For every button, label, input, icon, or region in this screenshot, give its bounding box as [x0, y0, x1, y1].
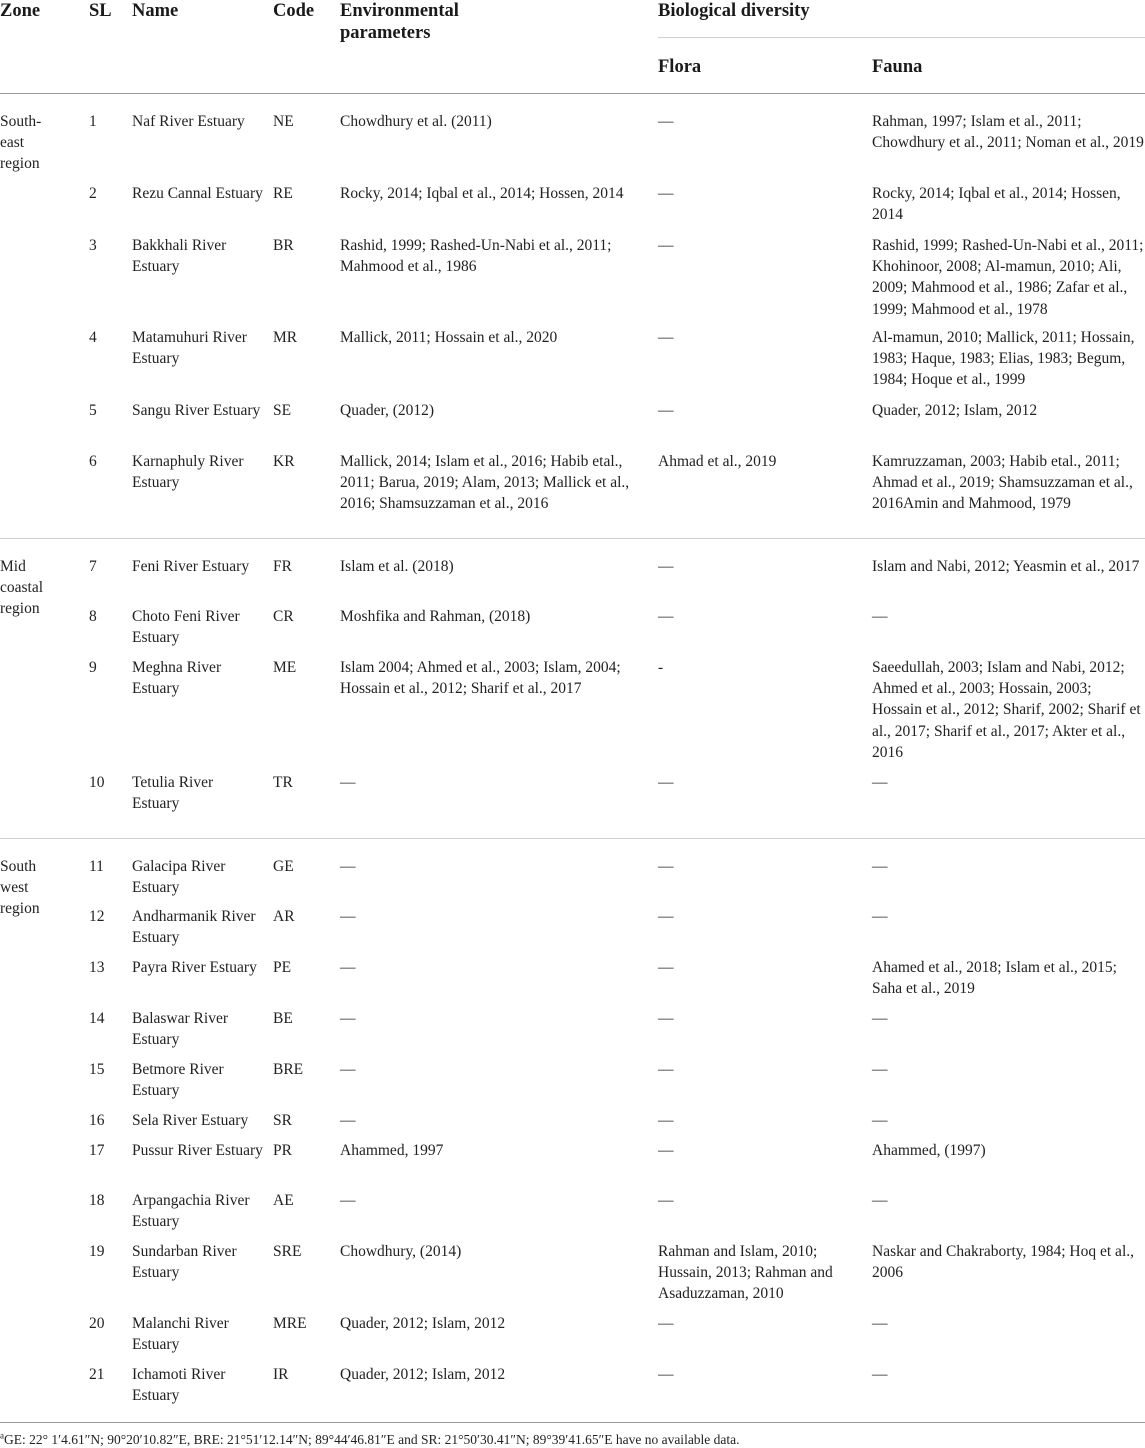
cell-environmental-parameters: Islam 2004; Ahmed et al., 2003; Islam, 2004; Hossain et al., 2012; Sharif et al., 2017 [340, 659, 621, 698]
cell-code: MRE [273, 1315, 307, 1332]
header-fauna: Fauna [872, 57, 923, 77]
cell-flora: — [658, 1010, 674, 1027]
cell-code: AE [273, 1192, 294, 1209]
cell-fauna: Saeedullah, 2003; Islam and Nabi, 2012; Ahmed et al., 2003; Hossain, 2003; Hossain et al., 2012; Sharif, 2002; Sharif et al., 2017; Sharif et al., 2017; Akter et al., 2016 [872, 659, 1141, 761]
cell-code: KR [273, 453, 295, 470]
cell-fauna: Al-mamun, 2010; Mallick, 2011; Hossain, 1983; Haque, 1983; Elias, 1983; Begum, 1984; Hoque et al., 1999 [872, 329, 1135, 389]
cell-name: Balaswar River Estuary [132, 1010, 228, 1049]
cell-flora: — [658, 1061, 674, 1078]
cell-name: Bakkhali River Estuary [132, 237, 227, 276]
cell-fauna: — [872, 908, 888, 925]
cell-name: Malanchi River Estuary [132, 1315, 229, 1354]
cell-name: Andharmanik River Estuary [132, 908, 256, 947]
cell-flora: — [658, 1366, 674, 1383]
header-code: Code [273, 1, 315, 21]
cell-sl: 18 [89, 1192, 105, 1209]
cell-sl: 11 [89, 858, 104, 875]
cell-environmental-parameters: Ahammed, 1997 [340, 1142, 444, 1159]
cell-fauna: Ahamed et al., 2018; Islam et al., 2015; Saha et al., 2019 [872, 959, 1117, 998]
cell-fauna: — [872, 1315, 888, 1332]
cell-flora: — [658, 402, 674, 419]
cell-environmental-parameters: Chowdhury, (2014) [340, 1243, 462, 1260]
header-subrule [658, 37, 1145, 38]
cell-name: Naf River Estuary [132, 113, 245, 130]
cell-name: Ichamoti River Estuary [132, 1366, 226, 1405]
cell-flora: Rahman and Islam, 2010; Hussain, 2013; Rahman and Asaduzzaman, 2010 [658, 1243, 833, 1303]
cell-name: Payra River Estuary [132, 959, 257, 976]
cell-name: Rezu Cannal Estuary [132, 185, 263, 202]
cell-environmental-parameters: — [340, 1192, 356, 1209]
cell-code: BR [273, 237, 294, 254]
cell-name: Arpangachia River Estuary [132, 1192, 250, 1231]
cell-flora: — [658, 113, 674, 130]
cell-flora: Ahmad et al., 2019 [658, 453, 777, 470]
header-bottom-rule [0, 93, 1145, 94]
cell-fauna: — [872, 1010, 888, 1027]
cell-flora: - [658, 659, 664, 676]
cell-fauna: — [872, 858, 888, 875]
cell-sl: 1 [89, 113, 97, 130]
cell-fauna: — [872, 1366, 888, 1383]
cell-sl: 16 [89, 1112, 105, 1129]
cell-flora: — [658, 1315, 674, 1332]
cell-name: Tetulia River Estuary [132, 774, 214, 813]
zone-separator [0, 538, 1145, 539]
cell-environmental-parameters: Islam et al. (2018) [340, 558, 454, 575]
footnote-text: GE: 22° 1′4.61″N; 90°20′10.82″E, BRE: 21°51′12.14″N; 89°44′46.81″E and SR: 21°50′30.41″N; 89°39′41.65″E have no available data. [4, 1432, 740, 1447]
cell-flora: — [658, 959, 674, 976]
cell-environmental-parameters: — [340, 774, 356, 791]
cell-sl: 2 [89, 185, 97, 202]
cell-code: PR [273, 1142, 292, 1159]
cell-flora: — [658, 237, 674, 254]
cell-sl: 7 [89, 558, 97, 575]
cell-sl: 20 [89, 1315, 105, 1332]
cell-name: Sangu River Estuary [132, 402, 261, 419]
cell-sl: 12 [89, 908, 105, 925]
cell-sl: 13 [89, 959, 105, 976]
cell-fauna: Quader, 2012; Islam, 2012 [872, 402, 1038, 419]
cell-name: Feni River Estuary [132, 558, 250, 575]
cell-flora: — [658, 774, 674, 791]
header-zone: Zone [0, 1, 41, 21]
cell-code: NE [273, 113, 294, 130]
cell-environmental-parameters: — [340, 1061, 356, 1078]
zone-label: Mid coastal region [0, 558, 44, 618]
zone-label: South-east region [0, 113, 42, 173]
cell-sl: 6 [89, 453, 97, 470]
zone-separator [0, 838, 1145, 839]
cell-sl: 14 [89, 1010, 105, 1027]
cell-environmental-parameters: — [340, 1112, 356, 1129]
cell-fauna: — [872, 608, 888, 625]
cell-environmental-parameters: — [340, 1010, 356, 1027]
cell-flora: — [658, 329, 674, 346]
cell-name: Choto Feni River Estuary [132, 608, 240, 647]
zone-label: South west region [0, 858, 40, 918]
table-bottom-rule [0, 1422, 1145, 1423]
cell-environmental-parameters: Rocky, 2014; Iqbal et al., 2014; Hossen, 2014 [340, 185, 624, 202]
cell-fauna: Rashid, 1999; Rashed-Un-Nabi et al., 2011; Khohinoor, 2008; Al-mamun, 2010; Ali, 2009; Mahmood et al., 1986; Zafar et al., 1999; Mahmood et al., 1978 [872, 237, 1144, 318]
cell-environmental-parameters: Mallick, 2014; Islam et al., 2016; Habib etal., 2011; Barua, 2019; Alam, 2013; Mallick et al., 2016; Shamsuzzaman et al., 2016 [340, 453, 630, 513]
cell-flora: — [658, 1112, 674, 1129]
cell-sl: 10 [89, 774, 105, 791]
cell-name: Pussur River Estuary [132, 1142, 263, 1159]
cell-environmental-parameters: Mallick, 2011; Hossain et al., 2020 [340, 329, 558, 346]
cell-code: SRE [273, 1243, 302, 1260]
cell-fauna: Islam and Nabi, 2012; Yeasmin et al., 2017 [872, 558, 1140, 575]
cell-environmental-parameters: — [340, 908, 356, 925]
cell-name: Matamuhuri River Estuary [132, 329, 247, 368]
header-environmental-parameters: Environmental parameters [340, 1, 459, 43]
cell-code: FR [273, 558, 292, 575]
cell-sl: 4 [89, 329, 97, 346]
cell-fauna: — [872, 1112, 888, 1129]
cell-fauna: Rocky, 2014; Iqbal et al., 2014; Hossen, 2014 [872, 185, 1121, 224]
cell-environmental-parameters: Quader, 2012; Islam, 2012 [340, 1315, 506, 1332]
cell-name: Betmore River Estuary [132, 1061, 224, 1100]
cell-name: Sela River Estuary [132, 1112, 249, 1129]
cell-code: RE [273, 185, 293, 202]
header-sl: SL [89, 1, 112, 21]
cell-code: SR [273, 1112, 292, 1129]
cell-code: TR [273, 774, 293, 791]
header-biological-diversity: Biological diversity [658, 1, 810, 21]
cell-flora: — [658, 1142, 674, 1159]
cell-code: SE [273, 402, 292, 419]
cell-name: Sundarban River Estuary [132, 1243, 237, 1282]
cell-sl: 5 [89, 402, 97, 419]
cell-environmental-parameters: — [340, 858, 356, 875]
cell-name: Meghna River Estuary [132, 659, 222, 698]
cell-sl: 9 [89, 659, 97, 676]
cell-sl: 19 [89, 1243, 105, 1260]
cell-name: Karnaphuly River Estuary [132, 453, 244, 492]
cell-flora: — [658, 558, 674, 575]
cell-fauna: Naskar and Chakraborty, 1984; Hoq et al., 2006 [872, 1243, 1134, 1282]
cell-environmental-parameters: Quader, (2012) [340, 402, 435, 419]
cell-environmental-parameters: Chowdhury et al. (2011) [340, 113, 492, 130]
cell-code: MR [273, 329, 298, 346]
cell-sl: 15 [89, 1061, 105, 1078]
cell-fauna: — [872, 774, 888, 791]
cell-code: AR [273, 908, 295, 925]
footnote-marker: a [0, 1430, 4, 1441]
cell-environmental-parameters: Quader, 2012; Islam, 2012 [340, 1366, 506, 1383]
cell-code: BRE [273, 1061, 304, 1078]
cell-code: CR [273, 608, 294, 625]
header-name: Name [132, 1, 179, 21]
cell-sl: 8 [89, 608, 97, 625]
cell-sl: 17 [89, 1142, 105, 1159]
cell-environmental-parameters: Moshfika and Rahman, (2018) [340, 608, 531, 625]
cell-code: BE [273, 1010, 293, 1027]
cell-fauna: Kamruzzaman, 2003; Habib etal., 2011; Ahmad et al., 2019; Shamsuzzaman et al., 2016Amin and Mahmood, 1979 [872, 453, 1133, 513]
cell-fauna: Rahman, 1997; Islam et al., 2011; Chowdhury et al., 2011; Noman et al., 2019 [872, 113, 1144, 152]
header-flora: Flora [658, 57, 702, 77]
cell-fauna: — [872, 1192, 888, 1209]
cell-fauna: Ahammed, (1997) [872, 1142, 986, 1159]
cell-flora: — [658, 608, 674, 625]
cell-flora: — [658, 858, 674, 875]
cell-sl: 3 [89, 237, 97, 254]
cell-sl: 21 [89, 1366, 105, 1383]
cell-flora: — [658, 185, 674, 202]
cell-environmental-parameters: Rashid, 1999; Rashed-Un-Nabi et al., 2011; Mahmood et al., 1986 [340, 237, 612, 276]
cell-environmental-parameters: — [340, 959, 356, 976]
cell-name: Galacipa River Estuary [132, 858, 226, 897]
cell-flora: — [658, 908, 674, 925]
cell-fauna: — [872, 1061, 888, 1078]
cell-flora: — [658, 1192, 674, 1209]
cell-code: GE [273, 858, 294, 875]
cell-code: IR [273, 1366, 289, 1383]
cell-code: PE [273, 959, 292, 976]
cell-code: ME [273, 659, 297, 676]
